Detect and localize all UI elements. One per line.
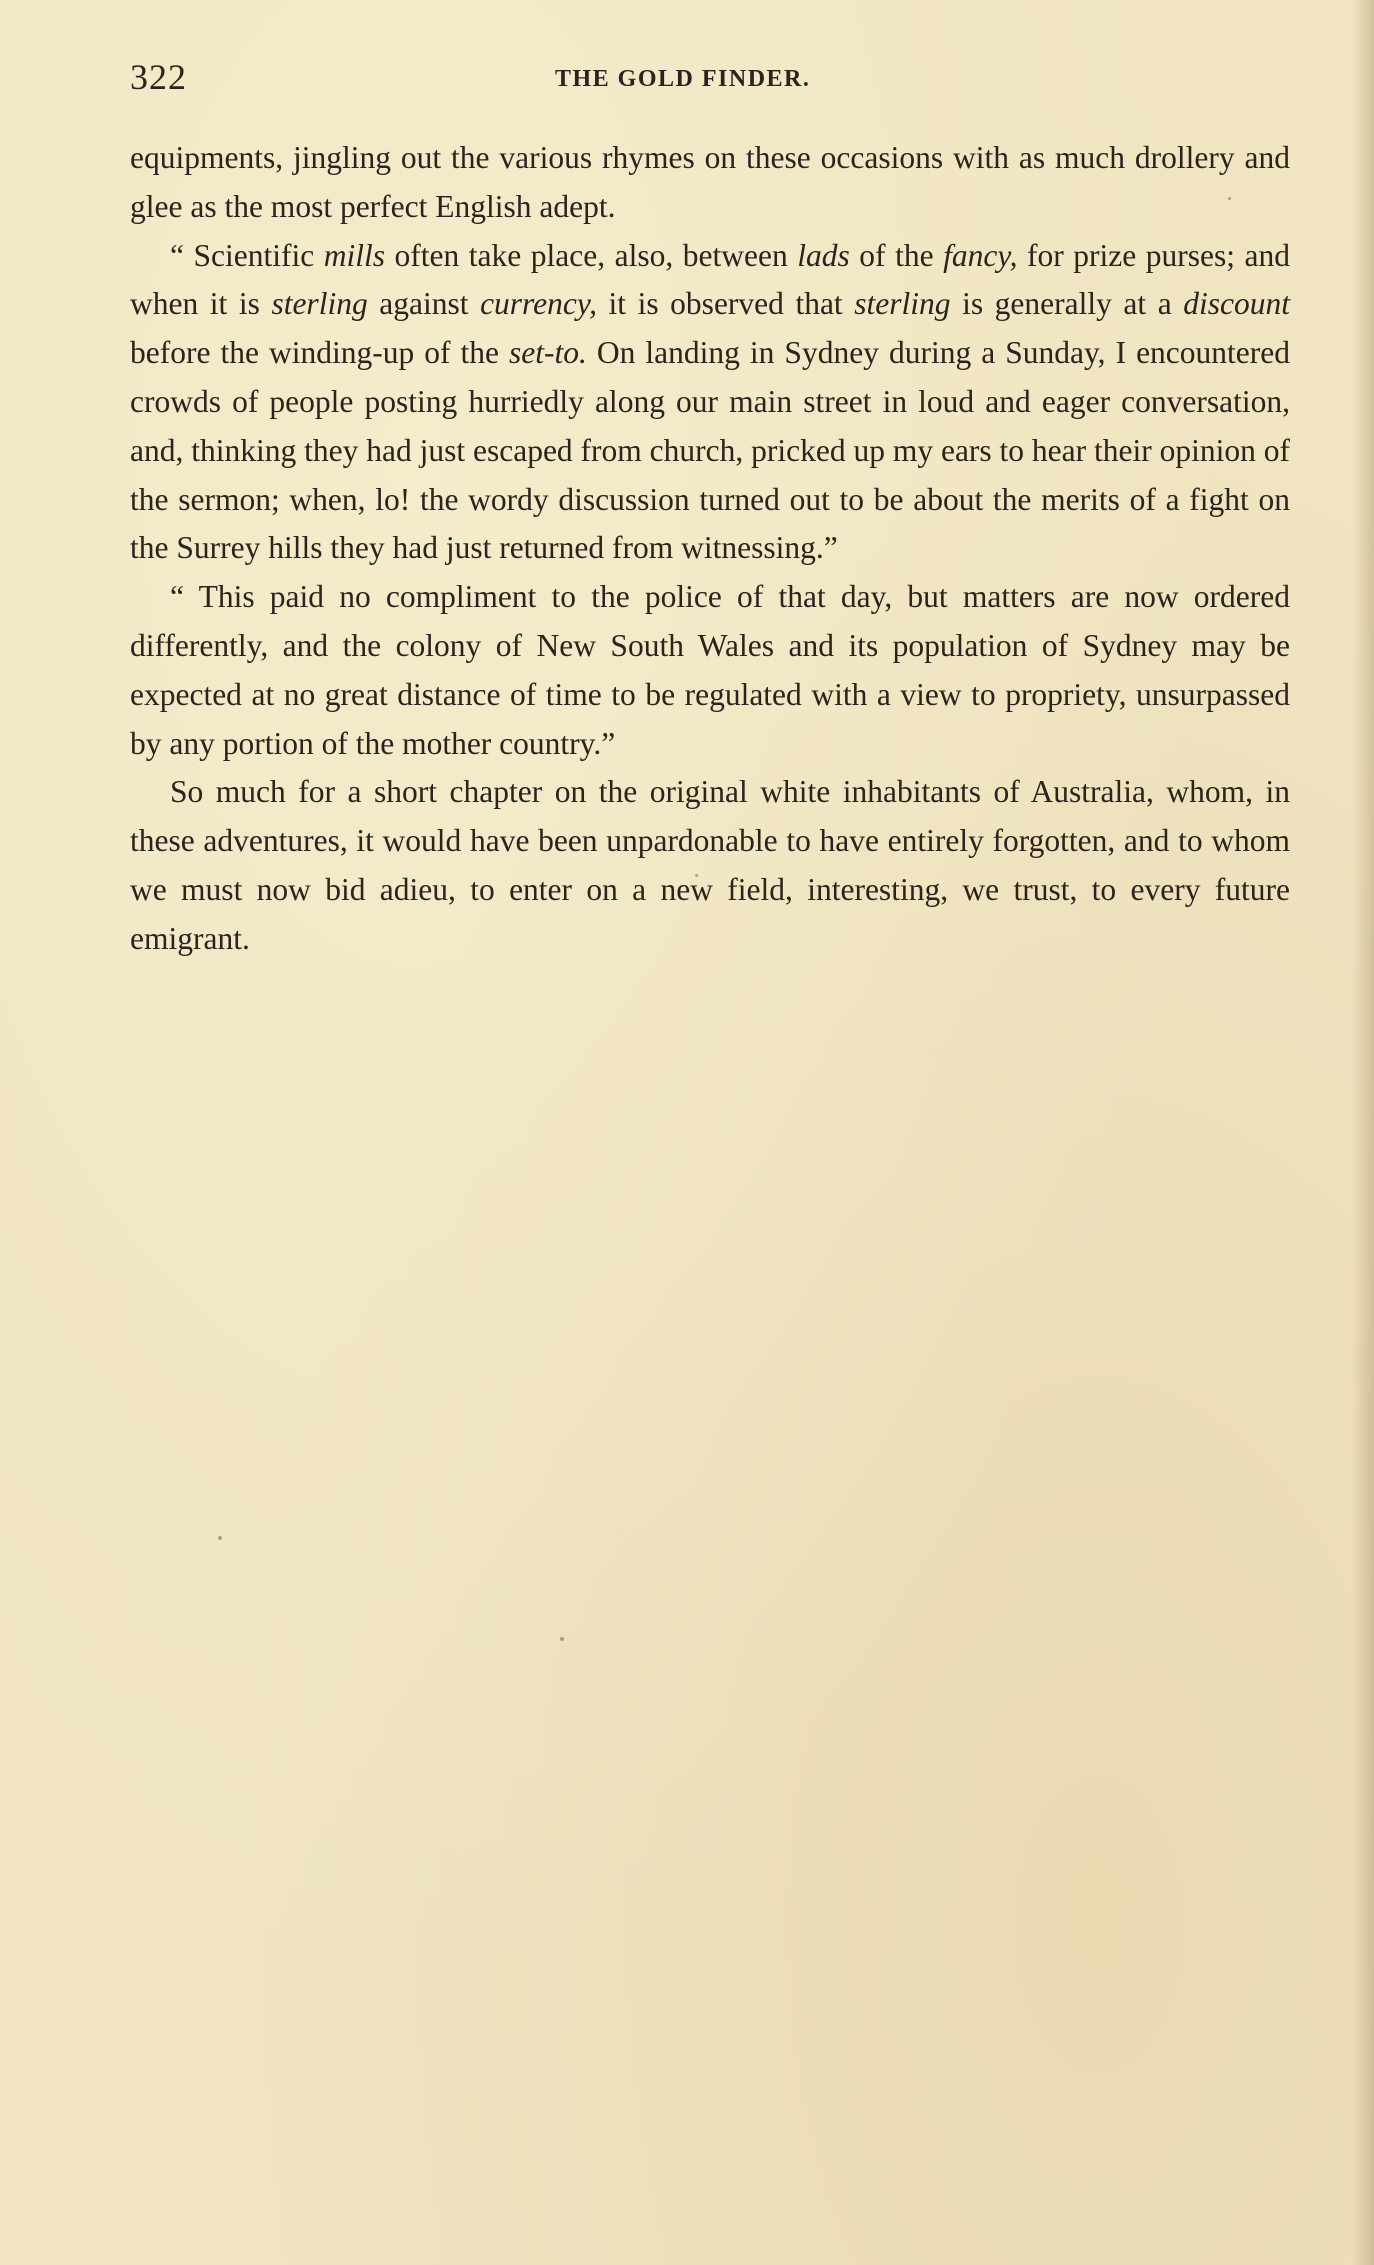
- paper-speck: [560, 1637, 564, 1641]
- text-run: “ This paid no compliment to the police of that day, but matters are now ordered differently, and the colony of New South Wales and its population of Sydney may be expected at no great distance of time to be regulated with a view to propriety, unsurpassed by any portion of the mother country.”: [130, 579, 1290, 761]
- paragraph: [130, 134, 1290, 232]
- paragraph: [130, 768, 1290, 963]
- italic-text: set-to.: [509, 335, 587, 371]
- text-run: before the winding-up of the: [130, 335, 509, 371]
- text-run: for prize purses; and when it is: [130, 237, 1290, 322]
- paper-speck: [218, 1536, 222, 1540]
- text-run: On landing in Sydney during a Sunday, I encountered crowds of people posting hurriedly along our main street in loud and eager conversation, and, thinking they had just escaped from church, pricked up my ears to hear their opinion of the sermon; when, lo! the wordy discussion turned out to be about the merits of a fight on the Surrey hills they had just returned from witnessing.”: [130, 335, 1290, 566]
- italic-text: mills: [323, 237, 386, 273]
- text-run: “ Scientific: [170, 237, 324, 273]
- running-head: THE GOLD FINDER.: [555, 66, 811, 92]
- text-run: often take place, also, between: [385, 237, 798, 273]
- text-run: So much for a short chapter on the original white inhabitants of Australia, whom, in these adventures, it would have been unpardonable to have entirely forgotten, and to whom we must now bid adieu, to enter on a new field, interesting, we trust, to every future emigrant.: [130, 774, 1290, 956]
- italic-text: fancy,: [943, 237, 1018, 273]
- italic-text: discount: [1183, 286, 1290, 322]
- text-run: equipments, jingling out the various rhymes on these occasions with as much drollery and glee as the most perfect English adept.: [130, 140, 1290, 224]
- page-number: 322: [130, 57, 187, 97]
- italic-text: currency,: [480, 286, 597, 322]
- italic-text: lads: [797, 237, 850, 273]
- paragraph: [130, 573, 1290, 768]
- body-text: [130, 134, 1290, 964]
- paper-speck: [1228, 197, 1231, 200]
- text-run: of the: [849, 237, 944, 273]
- page-header: [130, 56, 1290, 100]
- text-run: it is observed that: [596, 286, 855, 322]
- text-run: is generally at a: [950, 286, 1184, 322]
- italic-text: sterling: [271, 286, 368, 322]
- italic-text: sterling: [854, 286, 951, 322]
- paper-speck: [695, 874, 698, 877]
- page-edge-shadow: [1352, 0, 1374, 2265]
- paragraph: [130, 232, 1290, 574]
- text-run: against: [367, 286, 481, 322]
